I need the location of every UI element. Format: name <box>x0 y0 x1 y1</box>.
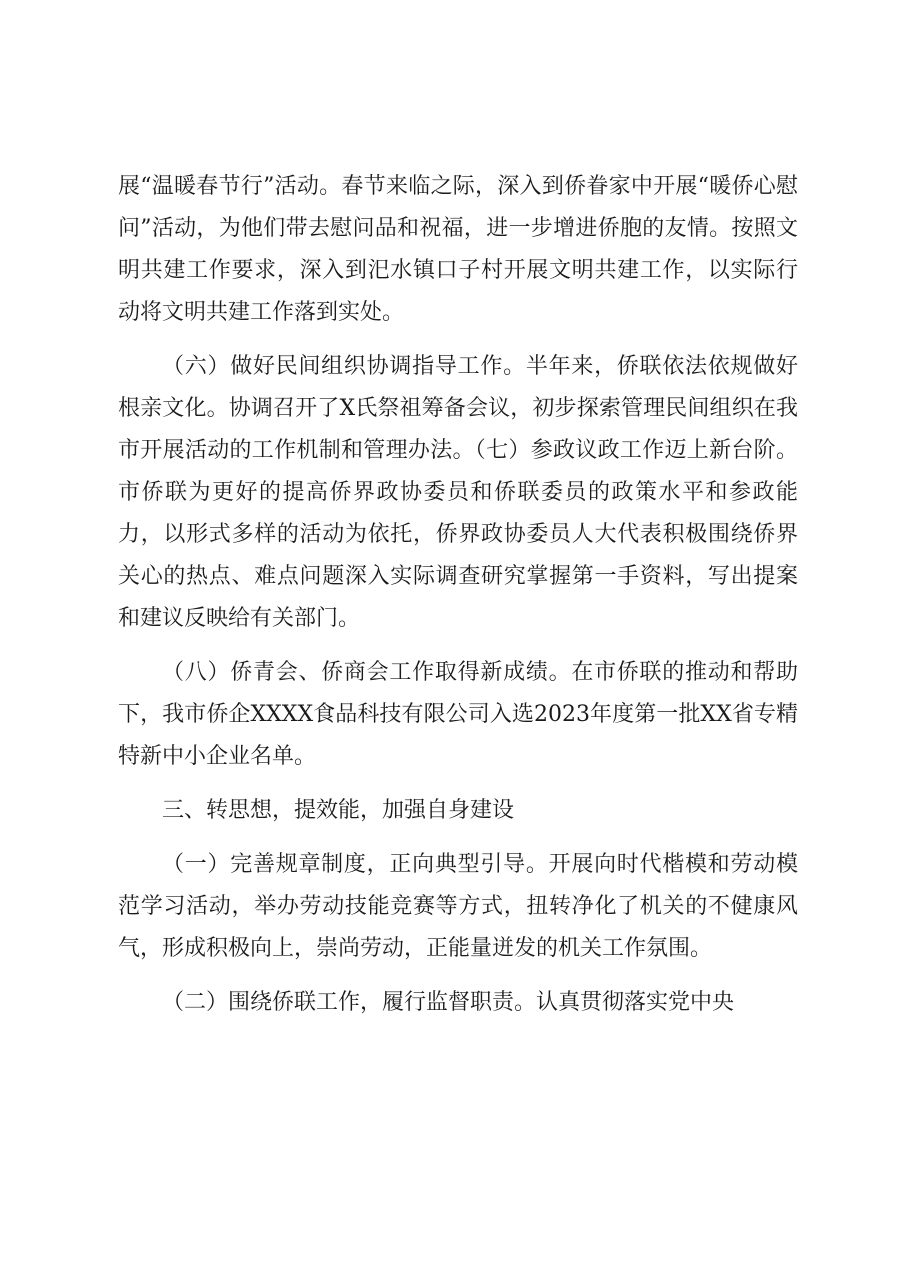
paragraph-subsection-one: （一）完善规章制度，正向典型引导。开展向时代楷模和劳动模范学习活动，举办劳动技能竞赛等方式，扭转净化了机关的不健康风气，形成积极向上，崇尚劳动，正能量迸发的机关工作氛围。 <box>118 852 798 961</box>
paragraph-continuation: 展“温暖春节行”活动。春节来临之际，深入到侨眷家中开展“暖侨心慰问”活动，为他们带去慰问品和祝福，进一步增进侨胞的友情。按照文明共建工作要求，深入到汜水镇口子村开展文明共建工作，以实际行动将文明共建工作落到实处。 <box>118 174 798 325</box>
paragraph-subsection-two: （二）围绕侨联工作，履行监督职责。认真贯彻落实党中央 <box>162 990 735 1015</box>
heading-section-three: 三、转思想，提效能，加强自身建设 <box>162 798 515 823</box>
document-page <box>118 166 798 1036</box>
paragraph-section-eight: （八）侨青会、侨商会工作取得新成绩。在市侨联的推动和帮助下，我市侨企XXXX食品科技有限公司入选2023年度第一批XX省专精特新中小企业名单。 <box>118 660 798 769</box>
paragraph-section-six: （六）做好民间组织协调指导工作。半年来，侨联依法依规做好根亲文化。协调召开了X氏祭祖筹备会议，初步探索管理民间组织在我市开展活动的工作机制和管理办法。（七）参政议政工作迈上新台阶。市侨联为更好的提高侨界政协委员和侨联委员的政策水平和参政能力，以形式多样的活动为依托，侨界政协委员人大代表积极围绕侨界关心的热点、难点问题深入实际调查研究掌握第一手资料，写出提案和建议反映给有关部门。 <box>118 354 798 631</box>
